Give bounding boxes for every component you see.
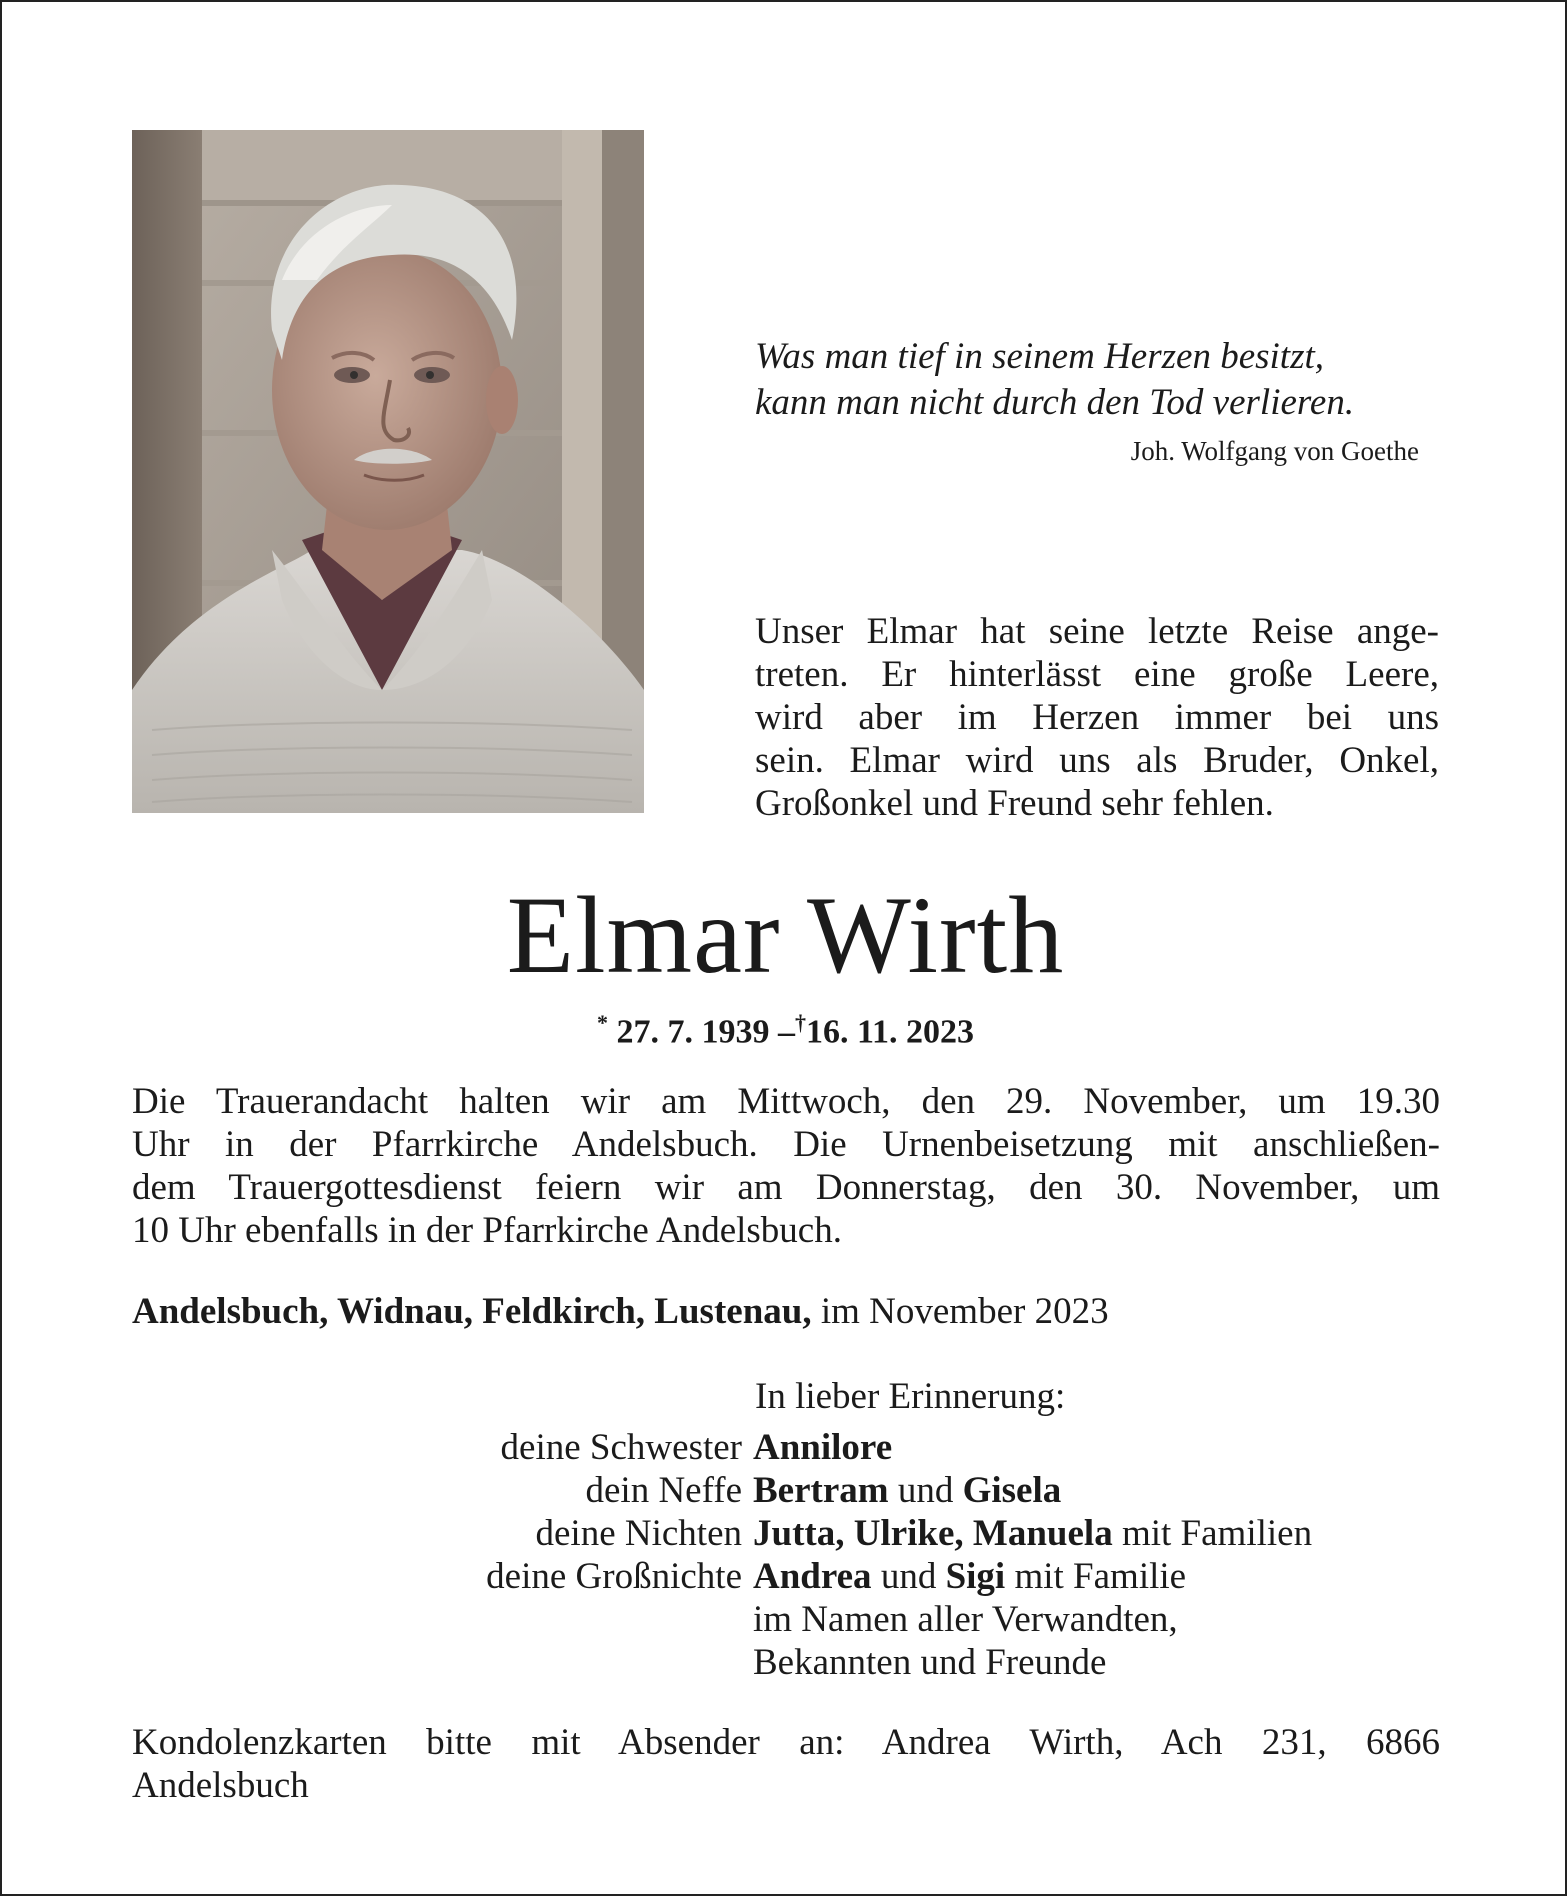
mourner-relation: deine Großnichte [486, 1556, 742, 1597]
mourner-names [753, 1512, 1312, 1555]
mourner-names: Bekannten und Freunde [753, 1642, 1107, 1683]
mourner-names [753, 1555, 1186, 1598]
mourners-list [132, 1426, 1452, 1684]
places-towns: Andelsbuch, Widnau, Feldkirch, Lustenau, [132, 1291, 812, 1332]
mourner-name: Jutta, Ulrike, Manuela [753, 1513, 1113, 1554]
service-line: Uhr in der Pfarrkirche Andelsbuch. Die Urnenbeisetzung mit anschließen- [132, 1124, 1440, 1165]
death-mark: † [794, 1010, 806, 1035]
mourner-joiner: und [897, 1470, 954, 1511]
mourner-names [753, 1469, 1061, 1512]
service-line: 10 Uhr ebenfalls in der Pfarrkirche Andelsbuch. [132, 1210, 842, 1251]
mourner-relation: deine Nichten [535, 1513, 742, 1554]
deceased-name: Elmar Wirth [506, 874, 1065, 996]
mourner-name: Sigi [945, 1556, 1006, 1597]
mourner-row [132, 1469, 1452, 1512]
mourner-name: Bertram [753, 1470, 889, 1511]
service-paragraph [132, 1080, 1440, 1252]
birth-mark: * [596, 1010, 608, 1035]
quote-line: kann man nicht durch den Tod verlieren. [755, 382, 1355, 423]
portrait-photo [132, 130, 644, 813]
intro-line: treten. Er hinterlässt eine große Leere, [755, 654, 1439, 695]
date-separator: – [777, 1013, 795, 1051]
quote-line: Was man tief in seinem Herzen besitzt, [755, 336, 1325, 377]
service-line: Die Trauerandacht halten wir am Mittwoch, den 29. November, um 19.30 [132, 1081, 1440, 1122]
mourner-row [132, 1512, 1452, 1555]
goethe-quote [755, 334, 1417, 426]
portrait-photo-illustration [132, 130, 644, 813]
memory-heading: In lieber Erinnerung: [755, 1376, 1066, 1417]
death-date: 16. 11. 2023 [805, 1013, 975, 1051]
mourner-row [132, 1555, 1452, 1598]
places-date: im November 2023 [820, 1291, 1109, 1332]
life-dates [2, 1002, 1567, 1053]
mourner-name: Annilore [753, 1427, 893, 1468]
condolence-line: Andelsbuch [132, 1765, 309, 1806]
places-and-date [132, 1290, 1452, 1333]
intro-line: Großonkel und Freund sehr fehlen. [755, 783, 1274, 824]
mourner-suffix: mit Familie [1014, 1556, 1187, 1597]
mourner-names [753, 1426, 892, 1469]
birth-date: 27. 7. 1939 [616, 1013, 770, 1051]
mourner-names: im Namen aller Verwandten, [753, 1599, 1178, 1640]
mourner-joiner: und [880, 1556, 937, 1597]
intro-line: sein. Elmar wird uns als Bruder, Onkel, [755, 740, 1439, 781]
mourner-row [132, 1598, 1452, 1641]
mourner-name: Gisela [962, 1470, 1062, 1511]
intro-line: Unser Elmar hat seine letzte Reise ange- [755, 611, 1439, 652]
mourner-row [132, 1641, 1452, 1684]
condolence-line: Kondolenzkarten bitte mit Absender an: Andrea Wirth, Ach 231, 6866 [132, 1722, 1440, 1763]
mourner-suffix: mit Familien [1121, 1513, 1313, 1554]
mourner-name: Andrea [753, 1556, 872, 1597]
mourner-relation: deine Schwester [500, 1427, 742, 1468]
condolence-note [132, 1721, 1440, 1807]
service-line: dem Trauergottesdienst feiern wir am Donnerstag, den 30. November, um [132, 1167, 1440, 1208]
mourner-relation: dein Neffe [585, 1470, 742, 1511]
mourner-row [132, 1426, 1452, 1469]
quote-author: Joh. Wolfgang von Goethe [1130, 436, 1419, 466]
mourner-relation [132, 1598, 753, 1641]
mourner-relation [132, 1641, 753, 1684]
intro-paragraph [755, 610, 1439, 825]
intro-line: wird aber im Herzen immer bei uns [755, 697, 1439, 738]
